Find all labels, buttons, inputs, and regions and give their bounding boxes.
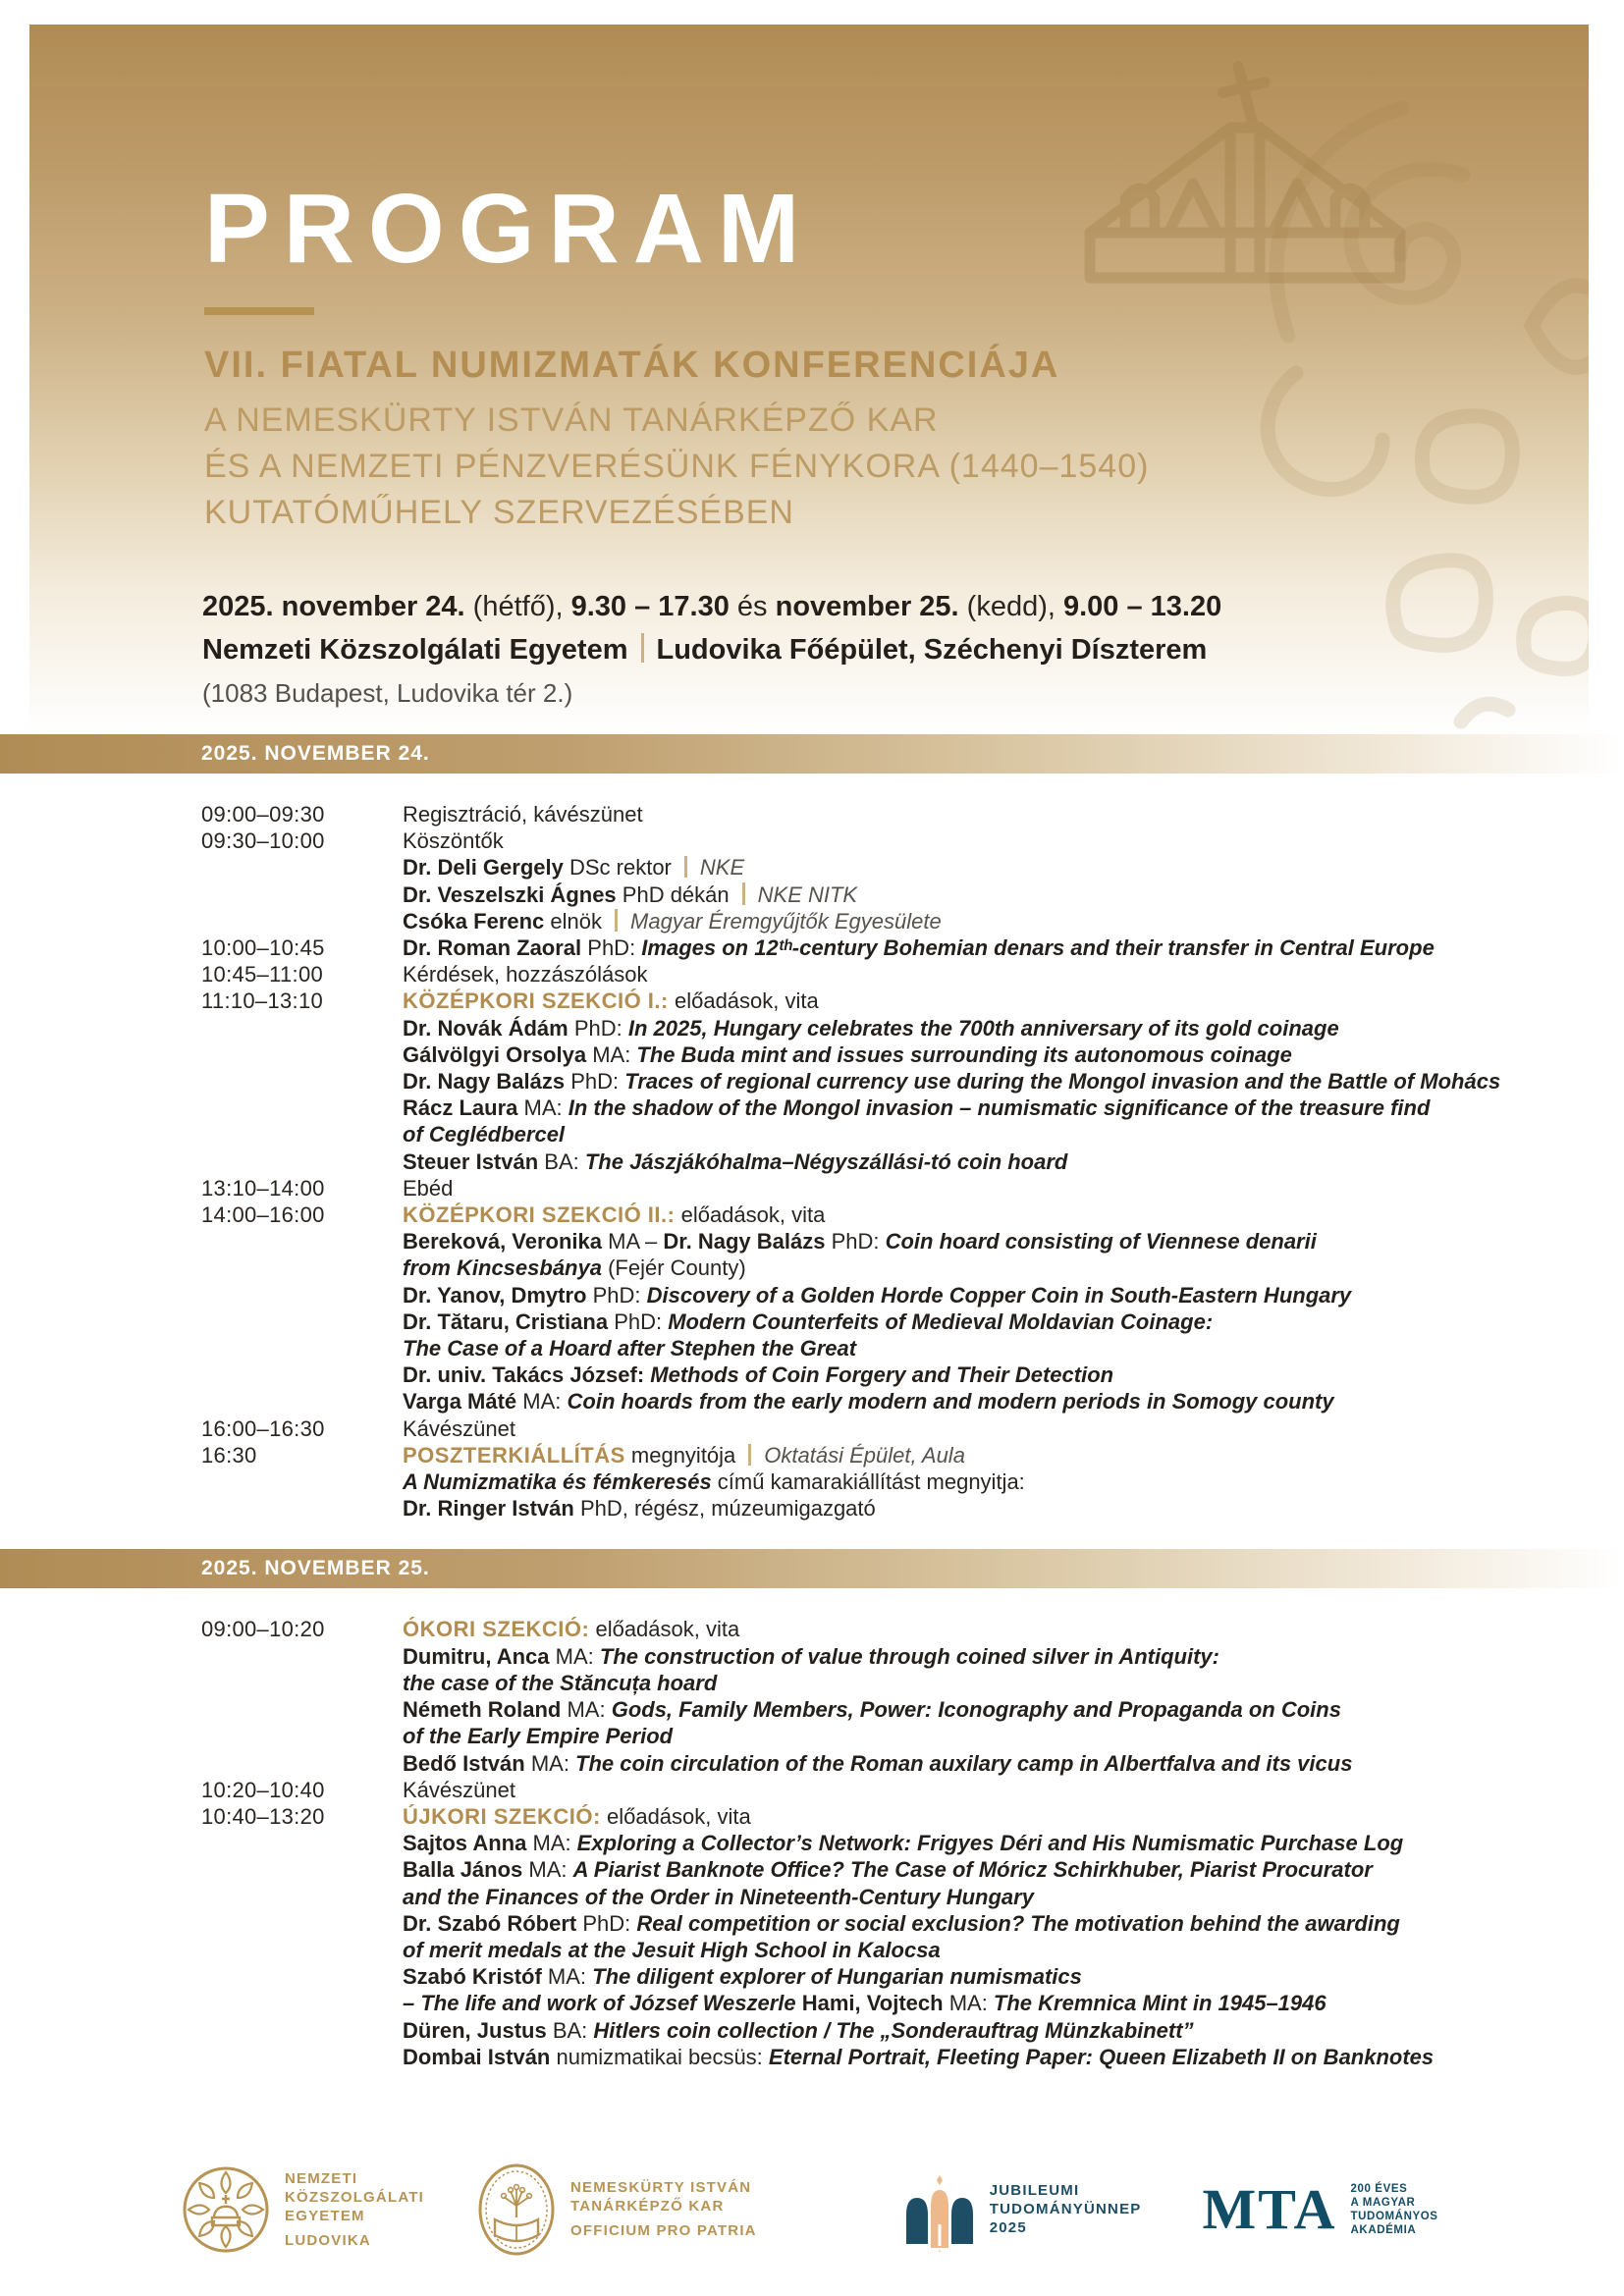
text-segment: Dr. Yanov, Dmytro — [403, 1282, 587, 1308]
schedule-line — [403, 1643, 1595, 1670]
text-segment: of merit medals at the Jesuit High School in Kalocsa — [403, 1937, 941, 1962]
entry-content — [403, 1803, 1595, 2070]
schedule-line — [403, 988, 1595, 1014]
text-segment: BA: — [546, 2017, 594, 2043]
schedule-line — [403, 1750, 1595, 1777]
text-segment: előadások, vita — [675, 1202, 826, 1228]
text-segment: (Fejér County) — [601, 1255, 746, 1281]
text-segment: Methods of Coin Forgery and Their Detection — [650, 1362, 1114, 1388]
schedule-line — [403, 1990, 1595, 2016]
mta-logo-line: A MAGYAR — [1350, 2196, 1416, 2209]
time-range: 13:10–14:00 — [201, 1175, 325, 1201]
title-dash — [204, 307, 314, 315]
text-segment: Dr. Tătaru, Cristiana — [403, 1308, 609, 1334]
text-segment: (hétfő), — [464, 590, 571, 622]
schedule-line — [403, 1068, 1595, 1095]
text-segment: Németh Roland — [403, 1697, 562, 1723]
text-segment: POSZTERKIÁLLÍTÁS — [403, 1442, 625, 1468]
text-segment: Dombai István — [403, 2044, 551, 2069]
text-segment: előadások, vita — [668, 988, 819, 1014]
entry-content — [403, 1616, 1595, 1776]
conference-title: VII. FIATAL NUMIZMATÁK KONFERENCIÁJA — [204, 345, 1060, 386]
text-segment: BA: — [538, 1148, 585, 1174]
time-range: 09:00–09:30 — [201, 802, 325, 827]
text-segment: november 25. — [775, 590, 959, 622]
schedule-line — [403, 1670, 1595, 1696]
separator-bar — [615, 909, 618, 931]
text-segment: the case of the Stăncuța hoard — [403, 1670, 718, 1695]
time-range: 16:00–16:30 — [201, 1415, 325, 1441]
text-segment: MA: — [549, 1643, 600, 1669]
text-segment: MA: — [526, 1831, 577, 1856]
jub-logo-line: TUDOMÁNYÜNNEP — [989, 2201, 1142, 2218]
text-segment: PhD: — [586, 1282, 647, 1308]
date-line — [202, 585, 1589, 628]
text-segment: Magyar Éremgyűjtők Egyesülete — [630, 908, 942, 934]
text-segment: NKE NITK — [757, 881, 858, 907]
text-segment: Dumitru, Anca — [403, 1643, 550, 1669]
schedule-line — [403, 1830, 1595, 1856]
entry-content — [403, 1442, 1595, 1522]
text-segment: Dr. Veszelszki Ágnes — [403, 881, 617, 907]
text-segment: Eternal Portrait, Fleeting Paper: Queen Elizabeth II on Banknotes — [768, 2044, 1435, 2069]
time-range: 11:10–13:10 — [201, 988, 324, 1014]
schedule-entry — [201, 1442, 1595, 1522]
text-segment: Coin hoards from the early modern and modern periods in Somogy county — [567, 1389, 1334, 1415]
text-segment: PhD: — [608, 1308, 669, 1334]
time-range: 16:30 — [201, 1442, 257, 1468]
text-segment: Dr. univ. Takács József: — [403, 1362, 645, 1388]
schedule-line — [403, 2044, 1595, 2070]
text-segment: and the Finances of the Order in Nineteenth-Century Hungary — [403, 1884, 1034, 1909]
conference-subtitle-line: ÉS A NEMZETI PÉNZVERÉSÜNK FÉNYKORA (1440–1540) — [204, 447, 1150, 485]
text-segment: előadások, vita — [589, 1617, 740, 1642]
time-range: 10:00–10:45 — [201, 935, 325, 961]
schedule-line — [403, 801, 1595, 828]
footer-logo-nitk — [477, 2163, 757, 2257]
schedule-line — [403, 1175, 1595, 1201]
entry-content — [403, 1415, 1595, 1442]
schedule-entry — [201, 1201, 1595, 1415]
day-band-label: 2025. NOVEMBER 24. — [201, 742, 430, 765]
schedule-line — [403, 1723, 1595, 1749]
schedule-line — [403, 934, 1595, 961]
text-segment: Csóka Ferenc — [403, 908, 545, 934]
text-segment: ÚJKORI SZEKCIÓ: — [403, 1803, 601, 1829]
text-segment: Ludovika Főépület, Széchenyi Díszterem — [656, 633, 1208, 666]
time-range: 10:40–13:20 — [201, 1803, 325, 1829]
page-title: PROGRAM — [204, 174, 814, 284]
text-segment: Real competition or social exclusion? The motivation behind the awarding — [636, 1910, 1400, 1936]
text-segment: PhD: — [576, 1910, 637, 1936]
header — [29, 25, 1589, 734]
day-band-label: 2025. NOVEMBER 25. — [201, 1557, 430, 1580]
text-segment: of the Early Empire Period — [403, 1724, 674, 1749]
schedule-entry — [201, 1175, 1595, 1201]
day-band — [0, 1549, 1624, 1588]
nke-logo-line: NEMZETI — [285, 2169, 358, 2187]
schedule-entry — [201, 961, 1595, 988]
mta-wordmark: MTA — [1202, 2176, 1337, 2241]
text-segment: ÓKORI SZEKCIÓ: — [403, 1617, 590, 1642]
mta-logo-line: 200 ÉVES — [1350, 2182, 1408, 2195]
text-segment: Regisztráció, kávészünet — [403, 802, 643, 827]
text-segment: A Numizmatika és fémkeresés — [403, 1469, 712, 1495]
schedule-entry — [201, 934, 1595, 961]
schedule-line — [403, 1468, 1595, 1495]
text-segment: Kávészünet — [403, 1777, 515, 1802]
schedule-line — [403, 1201, 1595, 1228]
text-segment: Dr. Deli Gergely — [403, 855, 564, 881]
schedule-line — [403, 961, 1595, 988]
text-segment: (kedd), — [958, 590, 1063, 622]
nitk-logo-line: TANÁRKÉPZŐ KAR — [569, 2198, 725, 2216]
text-segment: Images on 12ᵗʰ-century Bohemian denars and their transfer in Central Europe — [641, 935, 1435, 961]
schedule-line — [403, 828, 1595, 854]
text-segment: elnök — [544, 908, 603, 934]
text-segment: A Piarist Banknote Office? The Case of Móricz Schirkhuber, Piarist Procurator — [572, 1857, 1373, 1883]
schedule-line — [403, 1015, 1595, 1041]
jub-logo-line: 2025 — [989, 2219, 1027, 2237]
text-segment: PhD, régész, múzeumigazgató — [573, 1496, 876, 1522]
text-segment: Gálvölgyi Orsolya — [403, 1041, 587, 1067]
schedule-line — [403, 1148, 1595, 1175]
schedule-line — [403, 1495, 1595, 1522]
entry-content — [403, 961, 1595, 988]
text-segment: MA – — [602, 1229, 664, 1255]
schedule-line — [403, 908, 1595, 934]
nke-logo-subtext: LUDOVIKA — [285, 2231, 371, 2249]
text-segment: Bereková, Veronika — [403, 1229, 603, 1255]
text-segment: Balla János — [403, 1857, 523, 1883]
text-segment: 9.00 – 13.20 — [1062, 590, 1222, 622]
entry-content — [403, 1777, 1595, 1803]
entry-content — [403, 1175, 1595, 1201]
schedule-line — [403, 1228, 1595, 1255]
text-segment: The diligent explorer of Hungarian numismatics — [592, 1964, 1082, 1990]
text-segment: Dr. Roman Zaoral — [403, 935, 582, 961]
time-range: 10:45–11:00 — [201, 962, 324, 988]
text-segment: KÖZÉPKORI SZEKCIÓ II.: — [403, 1202, 676, 1228]
nke-logo-line: EGYETEM — [285, 2207, 365, 2224]
schedule-line — [403, 1856, 1595, 1883]
schedule-line — [403, 1255, 1595, 1281]
schedule-line — [403, 1415, 1595, 1442]
text-segment: Kávészünet — [403, 1415, 515, 1441]
text-segment: Hitlers coin collection / The „Sonderauftrag Münzkabinett” — [593, 2017, 1194, 2043]
text-segment: MA: — [516, 1389, 568, 1415]
schedule-line — [403, 1777, 1595, 1803]
nke-logo-text — [285, 2169, 424, 2250]
schedule-entry — [201, 1803, 1595, 2070]
text-segment: KÖZÉPKORI SZEKCIÓ I.: — [403, 988, 669, 1014]
schedule-line — [403, 1121, 1595, 1148]
text-segment: PhD: — [581, 935, 642, 961]
text-segment: című kamarakiállítást megnyitja: — [711, 1469, 1025, 1495]
mta-logo-line: AKADÉMIA — [1350, 2223, 1417, 2236]
day-schedule — [0, 774, 1624, 1549]
text-segment: Dr. Szabó Róbert — [403, 1910, 577, 1936]
text-segment: Rácz Laura — [403, 1095, 518, 1121]
schedule-line — [403, 1884, 1595, 1910]
text-segment: The Jászjákóhalma–Négyszállási-tó coin hoard — [584, 1148, 1068, 1174]
schedule-line — [403, 1963, 1595, 1990]
text-segment: The Buda mint and issues surrounding its autonomous coinage — [636, 1041, 1292, 1067]
nitk-logo-line: NEMESKÜRTY ISTVÁN — [569, 2179, 752, 2197]
schedule-line — [403, 1335, 1595, 1362]
text-segment: MA: — [522, 1857, 573, 1883]
jub-logo-line: JUBILEUMI — [989, 2182, 1080, 2200]
text-segment: 2025. november 24. — [202, 590, 465, 622]
mta-logo-line: TUDOMÁNYOS — [1350, 2210, 1438, 2222]
text-segment: Exploring a Collector’s Network: Frigyes Déri and His Numismatic Purchase Log — [576, 1831, 1404, 1856]
schedule — [0, 734, 1624, 2098]
text-segment: Coin hoard consisting of Viennese denarii — [885, 1229, 1317, 1255]
text-segment: The construction of value through coined silver in Antiquity: — [599, 1643, 1219, 1669]
schedule-line — [403, 1308, 1595, 1335]
conference-subtitle-lines — [204, 398, 1589, 536]
nke-logo-line: KÖZSZOLGÁLATI — [285, 2188, 424, 2206]
schedule-line — [403, 1095, 1595, 1121]
schedule-entry — [201, 1415, 1595, 1442]
schedule-line — [403, 1803, 1595, 1830]
schedule-line — [403, 1282, 1595, 1308]
schedule-line — [403, 854, 1595, 881]
text-segment: MA: — [524, 1750, 576, 1776]
nitk-logo-lines — [570, 2178, 757, 2216]
text-segment: PhD: — [565, 1069, 625, 1095]
address-line: (1083 Budapest, Ludovika tér 2.) — [202, 677, 573, 708]
text-segment: Szabó Kristóf — [403, 1964, 542, 1990]
schedule-line — [403, 1041, 1595, 1068]
schedule-line — [403, 2017, 1595, 2044]
entry-content — [403, 1201, 1595, 1415]
entry-content — [403, 801, 1595, 828]
text-segment: Ebéd — [403, 1175, 454, 1201]
text-segment: Kérdések, hozzászólások — [403, 962, 648, 988]
event-info-block — [202, 585, 1589, 715]
text-segment: Discovery of a Golden Horde Copper Coin in South-Eastern Hungary — [646, 1282, 1352, 1308]
text-segment: numizmatikai becsüs: — [550, 2044, 769, 2069]
text-segment: MA: — [943, 1991, 994, 2016]
text-segment: Varga Máté — [403, 1389, 517, 1415]
text-segment: Modern Counterfeits of Medieval Moldavian Coinage: — [668, 1308, 1214, 1334]
nke-university-logo-icon — [182, 2165, 270, 2254]
text-segment: Dr. Nagy Balázs — [663, 1229, 826, 1255]
text-segment: 9.30 – 17.30 — [570, 590, 730, 622]
text-segment: DSc rektor — [563, 855, 672, 881]
separator-bar — [742, 882, 745, 904]
text-segment: In 2025, Hungary celebrates the 700th anniversary of its gold coinage — [627, 1015, 1339, 1041]
schedule-entry — [201, 1616, 1595, 1776]
entry-content — [403, 828, 1595, 934]
separator-bar — [748, 1444, 751, 1466]
text-segment: MA: — [541, 1964, 593, 1990]
schedule-entry — [201, 988, 1595, 1174]
nitk-logo-subtext: OFFICIUM PRO PATRIA — [569, 2222, 757, 2240]
footer-logos — [0, 2098, 1624, 2257]
text-segment: Dr. Nagy Balázs — [403, 1069, 566, 1095]
jubileum-logo-lines — [990, 2181, 1142, 2237]
time-range: 14:00–16:00 — [201, 1202, 325, 1228]
conference-subtitle-line: KUTATÓMŰHELY SZERVEZÉSÉBEN — [204, 493, 794, 531]
text-segment: Hami, Vojtech — [795, 1991, 944, 2016]
text-segment: The Kremnica Mint in 1945–1946 — [993, 1991, 1326, 2016]
text-segment: Nemzeti Közszolgálati Egyetem — [202, 633, 628, 666]
text-segment: The coin circulation of the Roman auxilary camp in Albertfalva and its vicus — [575, 1750, 1353, 1776]
jubilee-arches-icon — [904, 2167, 975, 2252]
entry-content — [403, 988, 1595, 1174]
text-segment: The Case of a Hoard after Stephen the Great — [403, 1336, 857, 1362]
text-segment: PhD dékán — [616, 881, 730, 907]
text-segment: Bedő István — [403, 1750, 525, 1776]
footer-logo-nke — [182, 2165, 424, 2254]
venue-line — [202, 628, 1589, 671]
schedule-line — [403, 1388, 1595, 1415]
schedule-line — [403, 1442, 1595, 1468]
schedule-line — [403, 881, 1595, 908]
schedule-line — [403, 1910, 1595, 1937]
nitk-faculty-logo-icon — [477, 2163, 556, 2257]
schedule-entry — [201, 1777, 1595, 1803]
nke-logo-lines — [285, 2169, 424, 2225]
schedule-entry — [201, 801, 1595, 828]
time-range: 09:00–10:20 — [201, 1617, 325, 1642]
footer-logo-jubileum — [904, 2167, 1142, 2252]
text-segment: NKE — [699, 855, 745, 881]
text-segment: és — [729, 590, 776, 622]
entry-content — [403, 934, 1595, 961]
text-segment: Düren, Justus — [403, 2017, 547, 2043]
schedule-entry — [201, 828, 1595, 934]
text-segment: Gods, Family Members, Power: Iconography and Propaganda on Coins — [611, 1697, 1341, 1723]
text-segment: MA: — [586, 1041, 637, 1067]
day-schedule — [0, 1588, 1624, 2097]
text-segment: from Kincsesbánya — [403, 1255, 602, 1281]
separator-bar — [641, 633, 644, 663]
text-segment: – The life and work of József Weszerle — [403, 1991, 796, 2016]
text-segment: PhD: — [825, 1229, 886, 1255]
text-segment: előadások, vita — [600, 1803, 751, 1829]
text-segment: PhD: — [568, 1015, 628, 1041]
schedule-line — [403, 1937, 1595, 1963]
text-segment: MA: — [561, 1697, 612, 1723]
text-segment: Dr. Ringer István — [403, 1496, 574, 1522]
nitk-logo-text — [570, 2178, 757, 2240]
schedule-line — [403, 1362, 1595, 1388]
footer-logo-mta — [1202, 2176, 1438, 2241]
text-segment: Steuer István — [403, 1148, 539, 1174]
jubileum-logo-text — [990, 2181, 1142, 2237]
day-band — [0, 734, 1624, 774]
schedule-line — [403, 1696, 1595, 1723]
text-segment: of Ceglédbercel — [403, 1122, 566, 1148]
text-segment: Dr. Novák Ádám — [403, 1015, 568, 1041]
text-segment: megnyitója — [624, 1442, 736, 1468]
text-segment: MA: — [517, 1095, 568, 1121]
time-range: 10:20–10:40 — [201, 1777, 325, 1802]
text-segment: Oktatási Épület, Aula — [764, 1442, 965, 1468]
text-segment: Köszöntők — [403, 828, 504, 854]
conference-subtitle-line: A NEMESKÜRTY ISTVÁN TANÁRKÉPZŐ KAR — [204, 400, 939, 439]
schedule-line — [403, 1616, 1595, 1642]
text-segment: Traces of regional currency use during the Mongol invasion and the Battle of Mohács — [624, 1069, 1501, 1095]
text-segment: In the shadow of the Mongol invasion – numismatic significance of the treasure find — [568, 1095, 1431, 1121]
mta-logo-lines — [1351, 2182, 1438, 2237]
text-segment: Sajtos Anna — [403, 1831, 527, 1856]
separator-bar — [684, 856, 687, 878]
time-range: 09:30–10:00 — [201, 828, 325, 854]
